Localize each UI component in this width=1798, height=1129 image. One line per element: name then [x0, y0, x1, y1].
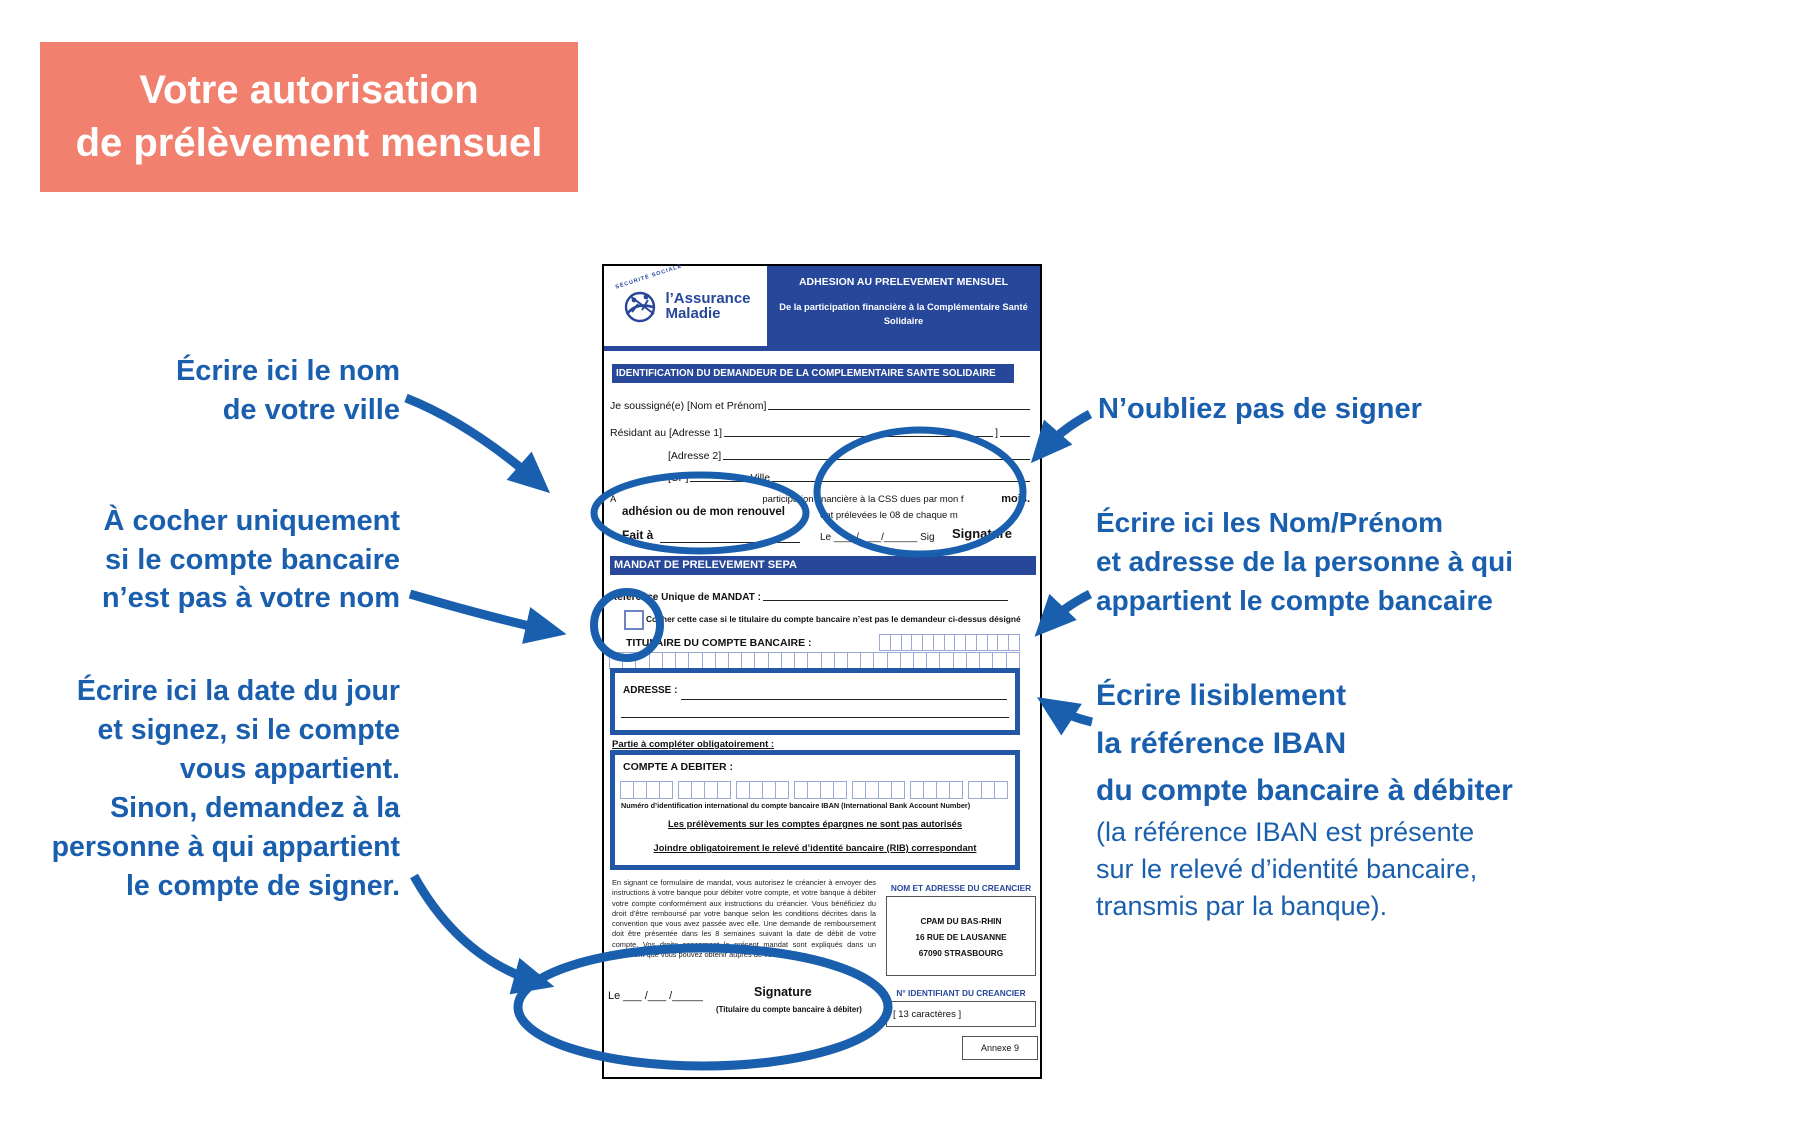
paragraph-fragment: adhésion ou de mon renouvel: [622, 506, 785, 518]
annotation-date-sign: [20, 672, 400, 906]
highlight-box-adresse: [610, 668, 1020, 735]
sepa-legal-text: En signant ce formulaire de mandat, vous autorisez le créancier à envoyer des instructions à votre banque pour débiter votre compte, et votre banque à débiter votre compte conformément aux instructions du créancier. Vous bénéficiez du droit d’être remboursé par votre banque selon les conditions décrites dans la convention que vous avez passée avec elle. Une demande de remboursement doit être présentée dans les 8 semaines suivant la date de débit de votre compte. Vos droits concernant le présent mandat sont expliqués dans un document que vous pouvez obtenir auprès de votre banque.: [612, 878, 876, 960]
fait-a-label: Fait à: [622, 528, 654, 542]
annotation-checkbox-line: n’est pas à votre nom: [101, 582, 400, 614]
arrow-iban-icon: [1046, 703, 1092, 722]
iban-char-boxes: [621, 781, 1008, 799]
highlight-box-compte: [610, 750, 1020, 870]
annotation-checkbox: [60, 502, 400, 618]
holder-checkbox: [624, 610, 644, 630]
section-bar-identification: IDENTIFICATION DU DEMANDEUR DE LA COMPLEMENTAIRE SANTE SOLIDAIRE: [612, 364, 1014, 383]
compte-a-debiter-label: COMPTE A DEBITER :: [623, 761, 734, 773]
creancier-box: [886, 896, 1036, 976]
creancier-line: 16 RUE DE LAUSANNE: [915, 932, 1007, 942]
adresse-label: ADRESSE :: [623, 685, 678, 696]
annotation-sign: [1098, 390, 1422, 429]
annotation-holder: [1096, 503, 1513, 620]
field-address2: [668, 449, 1032, 462]
annotation-city-line: de votre ville: [222, 393, 400, 426]
form-title-cell: [767, 266, 1040, 351]
section-bar-mandat: MANDAT DE PRELEVEMENT SEPA: [610, 556, 1036, 575]
creancier-line: CPAM DU BAS-RHIN: [920, 916, 1002, 926]
annotation-date-sign-line: vous appartient.: [179, 753, 400, 785]
partie-obligatoire-label: Partie à compléter obligatoirement :: [612, 739, 775, 750]
form-document: [602, 264, 1042, 1079]
title-banner: [40, 42, 578, 192]
annotation-date-sign-line: le compte de signer.: [125, 870, 400, 902]
sign-date-label: Le ___ /___ /_____: [608, 990, 703, 1002]
assurance-maladie-logo-icon: [620, 287, 662, 325]
titulaire-label: TITULAIRE DU COMPTE BANCAIRE :: [626, 637, 812, 649]
arrow-holder-icon: [1042, 594, 1090, 629]
field-reference-mandat: [610, 590, 1010, 603]
write-line: [768, 399, 1030, 410]
holder-checkbox-label: Cocher cette case si le titulaire du compte bancaire n’est pas le demandeur ci-dessus désigné: [646, 614, 1021, 624]
form-subtitle-line: De la participation financière à la Complémentaire Santé: [779, 302, 1028, 312]
signature-label: Signature: [952, 526, 1012, 541]
field-name-label: Je soussigné(e) [Nom et Prénom]: [610, 400, 767, 412]
form-title: ADHESION AU PRELEVEMENT MENSUEL: [798, 276, 1009, 288]
arrow-city-icon: [406, 398, 542, 486]
field-name: [610, 399, 1032, 412]
field-address1: [610, 426, 1032, 439]
bracket-close: ]: [995, 427, 998, 439]
annotation-date-sign-line: personne à qui appartient: [51, 831, 400, 863]
annotation-iban-note-line: sur le relevé d’identité bancaire,: [1096, 854, 1478, 884]
field-cp-ville: [668, 471, 1032, 484]
paragraph-fragment: A: [610, 494, 617, 505]
write-line: [723, 449, 1030, 460]
write-line: [772, 471, 1030, 482]
annotation-city: [100, 352, 400, 429]
write-line: [724, 426, 993, 437]
banner-line-1: Votre autorisation: [139, 68, 479, 112]
annotation-iban-note-line: (la référence IBAN est présente: [1096, 817, 1475, 847]
annotation-iban-line: la référence IBAN: [1096, 726, 1347, 760]
note-rib: Joindre obligatoirement le relevé d’identité bancaire (RIB) correspondant: [653, 843, 977, 853]
arrow-checkbox-icon: [410, 594, 556, 632]
identifiant-creancier-box: [ 13 caractères ]: [886, 1001, 1036, 1027]
form-subtitle-line: Solidaire: [883, 316, 924, 326]
form-header: [604, 263, 1040, 351]
arrow-date-sign-icon: [414, 876, 544, 984]
logo-cell: [604, 263, 767, 351]
field-address1-label: Résidant au [Adresse 1]: [610, 427, 723, 439]
annotation-holder-line: appartient le compte bancaire: [1096, 585, 1493, 616]
annotation-city-line: Écrire ici le nom: [175, 355, 400, 387]
logo-arc-text: SÉCURITÉ SOCIALE: [614, 263, 684, 291]
write-line: [763, 590, 1008, 601]
annotation-holder-line: Écrire ici les Nom/Prénom: [1096, 507, 1444, 538]
titulaire-char-boxes: [880, 634, 1020, 651]
fait-a-write-line: [660, 528, 800, 543]
titulaire-char-boxes-row2: [610, 652, 1020, 669]
sign-signature-label: Signature: [754, 985, 812, 999]
brand-line-1: l’Assurance: [665, 290, 751, 307]
iban-caption: Numéro d’identification international du compte bancaire IBAN (International Bank Account Number): [621, 801, 971, 810]
brand-line-2: Maladie: [665, 305, 721, 322]
annotation-date-sign-line: et signez, si le compte: [97, 714, 400, 746]
annotation-iban-note: [1096, 814, 1477, 925]
reference-mandat-label: Référence Unique de MANDAT :: [610, 592, 761, 603]
paragraph-fragment-mois: mois.: [1001, 493, 1030, 505]
note-epargne: Les prélèvements sur les comptes épargnes ne sont pas autorisés: [667, 819, 962, 829]
annotation-iban-bold: [1096, 672, 1513, 815]
field-cp-label: [CP]: [668, 472, 689, 484]
write-line: [681, 685, 1007, 700]
creancier-title: NOM ET ADRESSE DU CREANCIER: [890, 883, 1032, 893]
date-sig-label: Le ____/____/______ Sig: [820, 532, 935, 543]
annotation-date-sign-line: Écrire ici la date du jour: [76, 675, 400, 707]
paragraph-fragment: ent prélevées le 08 de chaque m: [820, 510, 958, 521]
sign-subtitle: (Titulaire du compte bancaire à débiter): [716, 1005, 862, 1014]
annotation-holder-line: et adresse de la personne à qui: [1096, 546, 1514, 577]
annotation-checkbox-line: À cocher uniquement: [103, 505, 400, 537]
annotation-checkbox-line: si le compte bancaire: [105, 543, 400, 576]
write-line: [690, 471, 748, 482]
annotation-iban-note-line: transmis par la banque).: [1096, 891, 1388, 921]
annotation-iban-line: du compte bancaire à débiter: [1096, 774, 1513, 807]
paragraph-fragment: participation financière à la CSS dues par mon f: [762, 494, 964, 505]
annotation-sign-line: N’oubliez pas de signer: [1098, 393, 1422, 425]
write-line: [1000, 426, 1030, 437]
field-address2-label: [Adresse 2]: [668, 450, 722, 462]
identifiant-creancier-title: N° IDENTIFIANT DU CREANCIER: [896, 988, 1026, 998]
annotation-date-sign-line: Sinon, demandez à la: [110, 792, 400, 824]
field-ville-label: Ville: [750, 472, 771, 484]
brand-text: [665, 291, 750, 321]
creancier-line: 67090 STRASBOURG: [918, 948, 1004, 958]
arrow-sign-icon: [1038, 414, 1090, 455]
write-line: [621, 703, 1009, 718]
authorization-paragraph-line1: [610, 493, 1030, 505]
banner-line-2: de prélèvement mensuel: [75, 121, 543, 165]
form-subtitle: [767, 300, 1040, 328]
annexe-box: Annexe 9: [962, 1036, 1038, 1060]
annotation-iban-line: Écrire lisiblement: [1096, 679, 1347, 712]
